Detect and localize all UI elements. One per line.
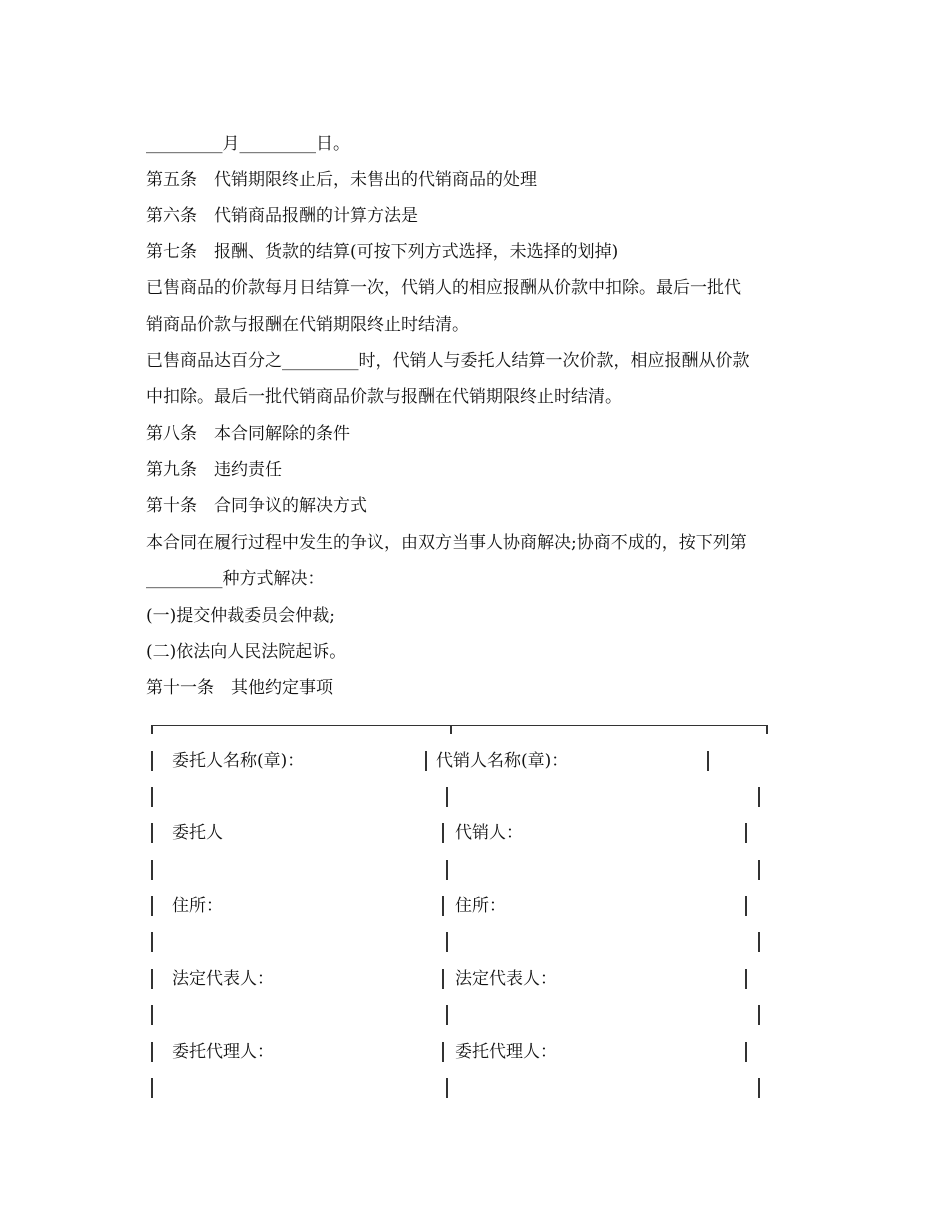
table-bar — [151, 751, 153, 771]
table-bar — [151, 860, 153, 880]
date-blank-line: _________月_________日。 — [146, 134, 350, 154]
table-bar — [442, 969, 444, 989]
table-bar — [446, 860, 448, 880]
table-bar — [151, 1078, 153, 1098]
agent-agent-rep-label: 委托代理人： — [455, 1042, 557, 1062]
article-7-option-1-line-2: 销商品价款与报酬在代销期限终止时结清。 — [146, 315, 469, 335]
principal-agent-rep-label: 委托代理人： — [172, 1042, 274, 1062]
table-bar — [151, 932, 153, 952]
agent-name-label: 代销人名称(章)： — [436, 751, 569, 771]
agent-label: 代销人： — [455, 823, 523, 843]
article-7-heading: 第七条 报酬、货款的结算(可按下列方式选择，未选择的划掉) — [146, 242, 619, 262]
principal-label: 委托人 — [172, 823, 223, 843]
table-corner-right — [766, 725, 768, 734]
dispute-option-1: (一)提交仲裁委员会仲裁; — [146, 606, 335, 626]
table-bar — [151, 787, 153, 807]
principal-name-label: 委托人名称(章)： — [172, 751, 305, 771]
table-bar — [707, 751, 709, 771]
principal-address-label: 住所： — [172, 896, 223, 916]
table-bar — [745, 1042, 747, 1062]
table-bar — [758, 932, 760, 952]
table-bar — [745, 823, 747, 843]
article-7-option-1-line-1: 已售商品的价款每月日结算一次，代销人的相应报酬从价款中扣除。最后一批代 — [146, 278, 741, 298]
article-10-body-line-2: _________种方式解决： — [146, 569, 325, 589]
table-bar — [758, 1005, 760, 1025]
table-bar — [758, 787, 760, 807]
article-11-heading: 第十一条 其他约定事项 — [146, 678, 333, 698]
article-10-heading: 第十条 合同争议的解决方式 — [146, 496, 367, 516]
table-bar — [758, 1078, 760, 1098]
article-6-heading: 第六条 代销商品报酬的计算方法是 — [146, 206, 418, 226]
principal-legal-rep-label: 法定代表人： — [172, 969, 274, 989]
table-bar — [442, 896, 444, 916]
table-bar — [151, 969, 153, 989]
table-bar — [442, 1042, 444, 1062]
table-bar — [446, 1078, 448, 1098]
agent-address-label: 住所： — [455, 896, 506, 916]
table-corner-left — [151, 725, 153, 734]
table-bar — [425, 751, 427, 771]
table-bar — [151, 1005, 153, 1025]
article-9-heading: 第九条 违约责任 — [146, 460, 282, 480]
article-7-option-2-line-2: 中扣除。最后一批代销商品价款与报酬在代销期限终止时结清。 — [146, 387, 622, 407]
agent-legal-rep-label: 法定代表人： — [455, 969, 557, 989]
table-bar — [758, 860, 760, 880]
table-bar — [446, 1005, 448, 1025]
table-bar — [745, 969, 747, 989]
table-bar — [446, 787, 448, 807]
article-5-heading: 第五条 代销期限终止后，未售出的代销商品的处理 — [146, 170, 537, 190]
dispute-option-2: (二)依法向人民法院起诉。 — [146, 642, 347, 662]
table-bar — [151, 1042, 153, 1062]
table-bar — [446, 932, 448, 952]
table-bar — [151, 896, 153, 916]
article-10-body-line-1: 本合同在履行过程中发生的争议，由双方当事人协商解决;协商不成的，按下列第 — [146, 533, 747, 553]
table-bar — [151, 823, 153, 843]
article-8-heading: 第八条 本合同解除的条件 — [146, 424, 350, 444]
table-bar — [745, 896, 747, 916]
article-7-option-2-line-1: 已售商品达百分之_________时，代销人与委托人结算一次价款，相应报酬从价款 — [146, 351, 750, 371]
table-corner-mid — [450, 725, 452, 734]
table-bar — [442, 823, 444, 843]
table-top-border — [151, 725, 767, 726]
